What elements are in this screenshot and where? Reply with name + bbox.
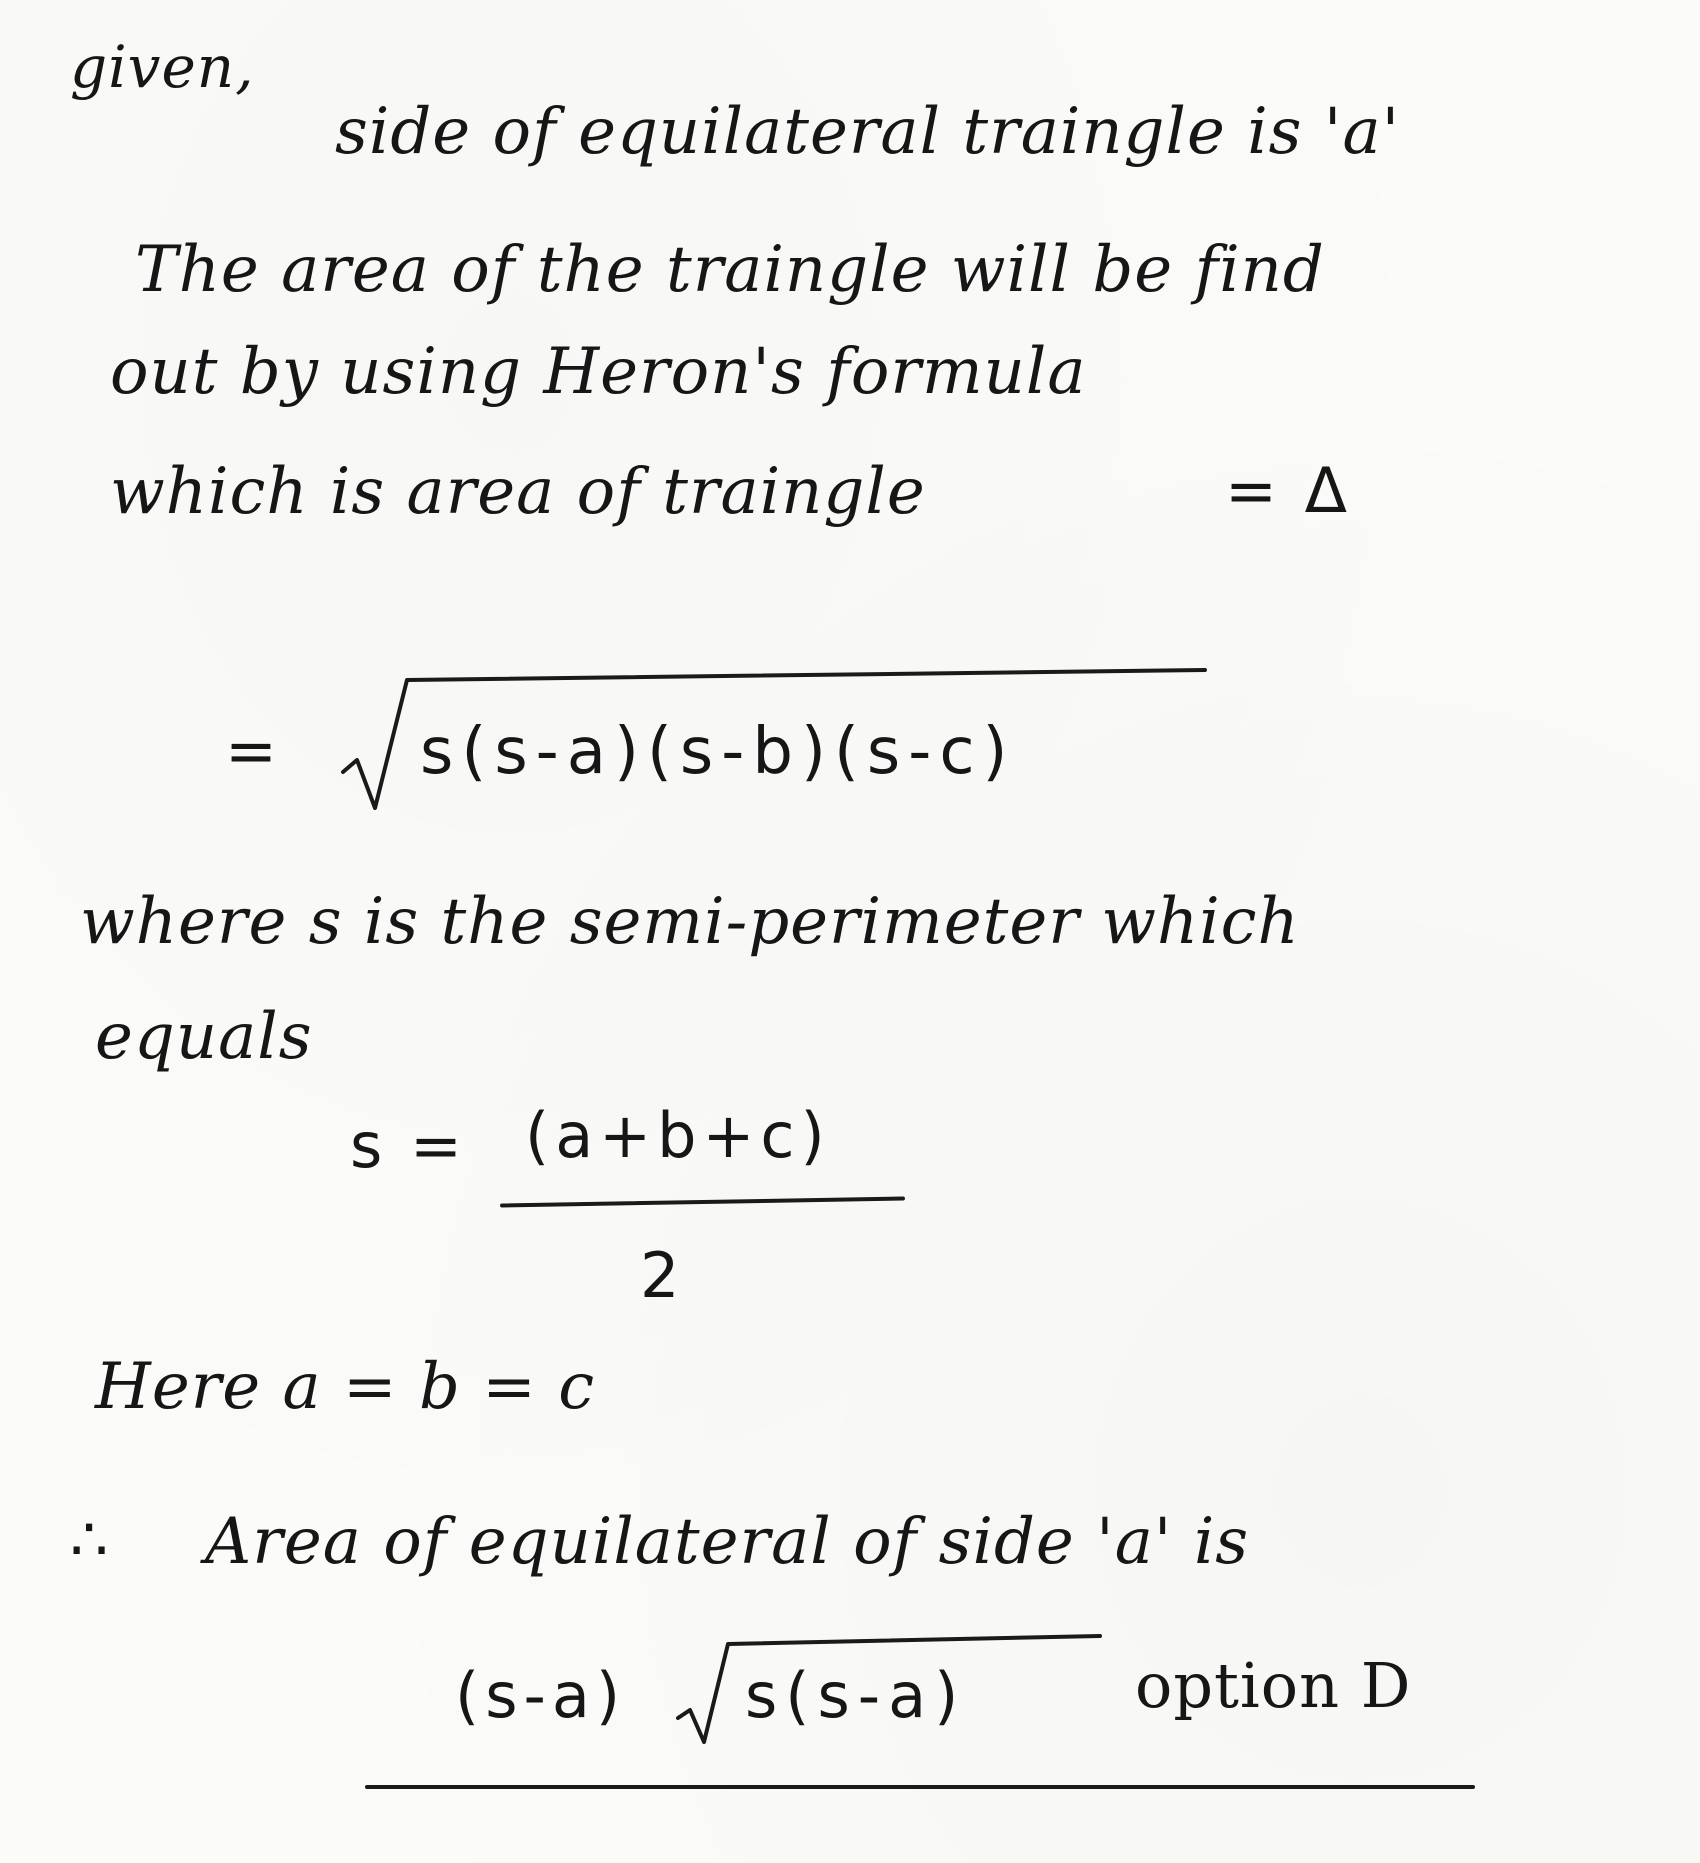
fraction-bar (500, 1196, 905, 1207)
equals-word: equals (95, 1000, 313, 1074)
answer-prefix: (s-a) (455, 1659, 627, 1732)
semi-denominator: 2 (640, 1239, 684, 1312)
heron-radicand: s(s-a)(s-b)(s-c) (420, 715, 1016, 789)
answer-option: option D (1135, 1649, 1412, 1722)
semi-lhs: s = (350, 1109, 466, 1182)
therefore-symbol: ∴ (70, 1505, 113, 1575)
heron-equals-sign: = (225, 714, 281, 787)
conclusion-line: Area of equilateral of side 'a' is (205, 1505, 1250, 1579)
heron-intro-line-1: The area of the traingle will be find (135, 233, 1325, 307)
answer-radicand: s(s-a) (745, 1659, 967, 1732)
area-delta-symbol: = Δ (1225, 454, 1352, 527)
semi-perimeter-line: where s is the semi-perimeter which (80, 885, 1300, 959)
semi-numerator: (a+b+c) (525, 1099, 831, 1172)
area-definition: which is area of traingle (110, 455, 926, 529)
equal-sides-note: Here a = b = c (95, 1350, 596, 1424)
given-label: given, (70, 33, 255, 101)
heron-intro-line-2: out by using Heron's formula (110, 335, 1087, 409)
answer-underline (365, 1785, 1475, 1789)
given-statement: side of equilateral traingle is 'a' (335, 95, 1401, 169)
